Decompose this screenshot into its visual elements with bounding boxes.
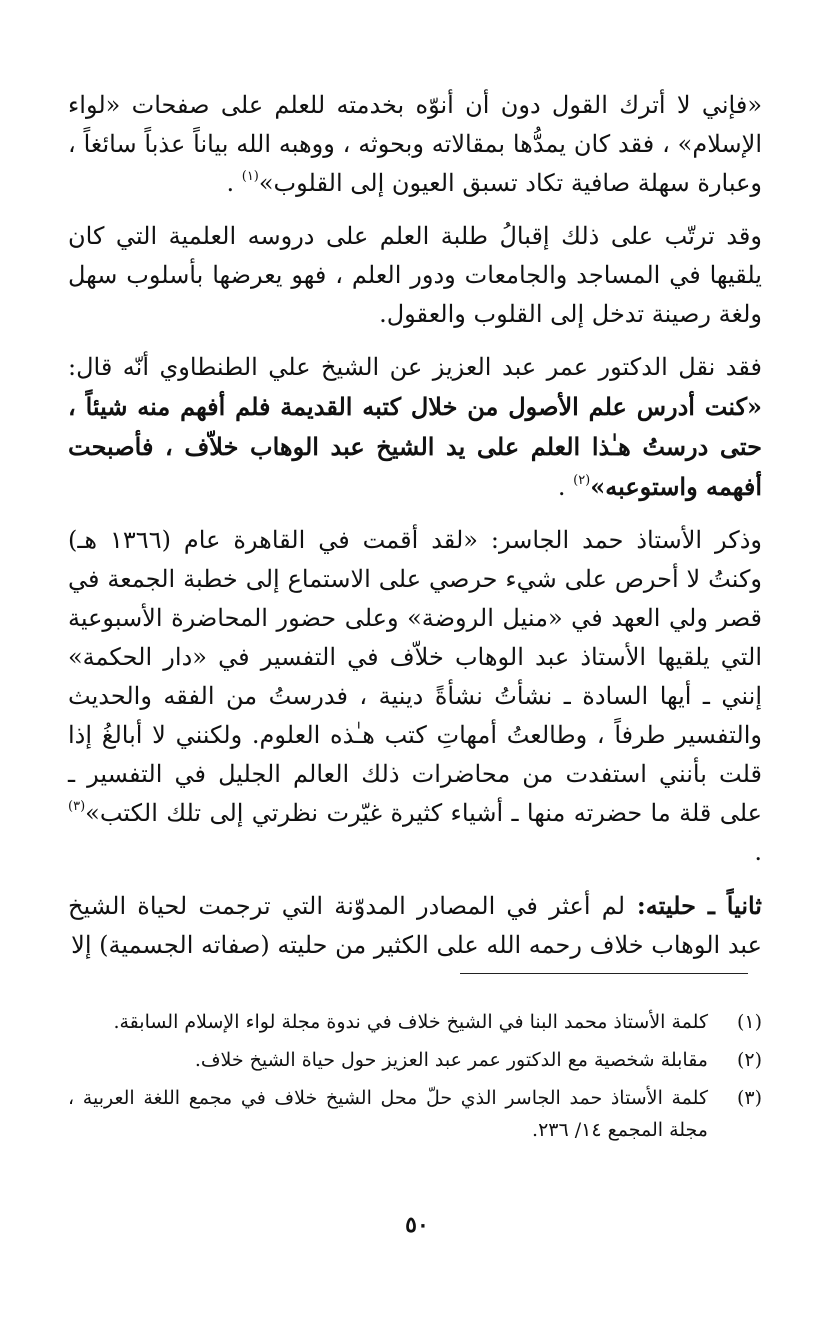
- paragraph-1: [68, 86, 762, 203]
- paragraph-3-lead: فقد نقل الدكتور عمر عبد العزيز عن الشيخ علي الطنطاوي أنّه قال:: [68, 353, 762, 381]
- paragraph-1-text: «فإني لا أترك القول دون أن أنوّه بخدمته للعلم على صفحات «لواء الإسلام» ، فقد كان يمدُّها بمقالاته وبحوثه ، ووهبه الله بياناً عذباً سائغاً ، وعبارة سهلة صافية تكاد تسبق العيون إلى القلوب»: [68, 91, 762, 197]
- paragraph-4-text: وذكر الأستاذ حمد الجاسر: «لقد أقمت في القاهرة عام (١٣٦٦ هـ) وكنتُ لا أحرص على شيء حرصي على الاستماع إلى خطبة الجمعة في قصر ولي العهد في «منيل الروضة» وعلى حضور المحاضرة الأسبوعية التي يلقيها الأستاذ عبد الوهاب خلاّف في التفسير في «دار الحكمة» إنني ـ أيها السادة ـ نشأتُ نشأةً دينية ، فدرستُ من الفقه والحديث والتفسير طرفاً ، وطالعتُ أمهاتِ كتب هـٰذه العلوم. ولكنني لا أبالغُ إذا قلت بأنني استفدت من محاضرات ذلك العالم الجليل في التفسير ـ على قلة ما حضرته منها ـ أشياء كثيرة غيّرت نظرتي إلى تلك الكتب»: [68, 526, 762, 827]
- paragraph-4-tail: .: [754, 838, 762, 866]
- footnote-item: [68, 1044, 762, 1076]
- footnote-ref-1[interactable]: (١): [241, 169, 259, 184]
- footnote-item: [68, 1006, 762, 1038]
- footnote-number: (١): [736, 1011, 762, 1033]
- paragraph-4: [68, 521, 762, 872]
- footnotes: [68, 1006, 762, 1152]
- section-heading: ثانياً ـ حليته:: [625, 891, 762, 920]
- paragraph-3-tail: .: [557, 473, 574, 501]
- footnote-ref-3[interactable]: (٣): [68, 799, 86, 814]
- footnote-separator: [460, 973, 748, 974]
- paragraph-1-tail: .: [226, 169, 242, 197]
- footnote-text: كلمة الأستاذ محمد البنا في الشيخ خلاف في ندوة مجلة لواء الإسلام السابقة.: [113, 1011, 708, 1033]
- footnote-ref-2[interactable]: (٢): [573, 473, 591, 488]
- footnote-text: كلمة الأستاذ حمد الجاسر الذي حلّ محل الشيخ خلاف في مجمع اللغة العربية ، مجلة المجمع ١٤/ ٢٣٦.: [68, 1087, 708, 1141]
- footnote-number: (٣): [736, 1087, 762, 1109]
- footnote-text: مقابلة شخصية مع الدكتور عمر عبد العزيز حول حياة الشيخ خلاف.: [194, 1049, 708, 1071]
- paragraph-5-text: لم أعثر في المصادر المدوّنة التي ترجمت لحياة الشيخ عبد الوهاب خلاف رحمه الله على الكثير من حليته (صفاته الجسمية) إلا: [68, 892, 762, 959]
- footnote-number: (٢): [736, 1049, 762, 1071]
- paragraph-2: [68, 217, 762, 334]
- page-body: [68, 86, 762, 979]
- page-number: ٥٠: [405, 1212, 429, 1238]
- paragraph-3: [68, 348, 762, 507]
- footnote-item: [68, 1082, 762, 1146]
- paragraph-3-quote: «كنت أدرس علم الأصول من خلال كتبه القديمة فلم أفهم منه شيئاً ، حتى درستُ هـٰذا العلم على يد الشيخ عبد الوهاب خلاّف ، فأصبحت أفهمه واستوعبه»: [68, 392, 762, 501]
- paragraph-2-text: وقد ترتّب على ذلك إقبالُ طلبة العلم على دروسه العلمية التي كان يلقيها في المساجد والجامعات ودور العلم ، فهو يعرضها بأسلوب سهل ولغة رصينة تدخل إلى القلوب والعقول.: [68, 222, 762, 328]
- paragraph-5: [68, 886, 762, 965]
